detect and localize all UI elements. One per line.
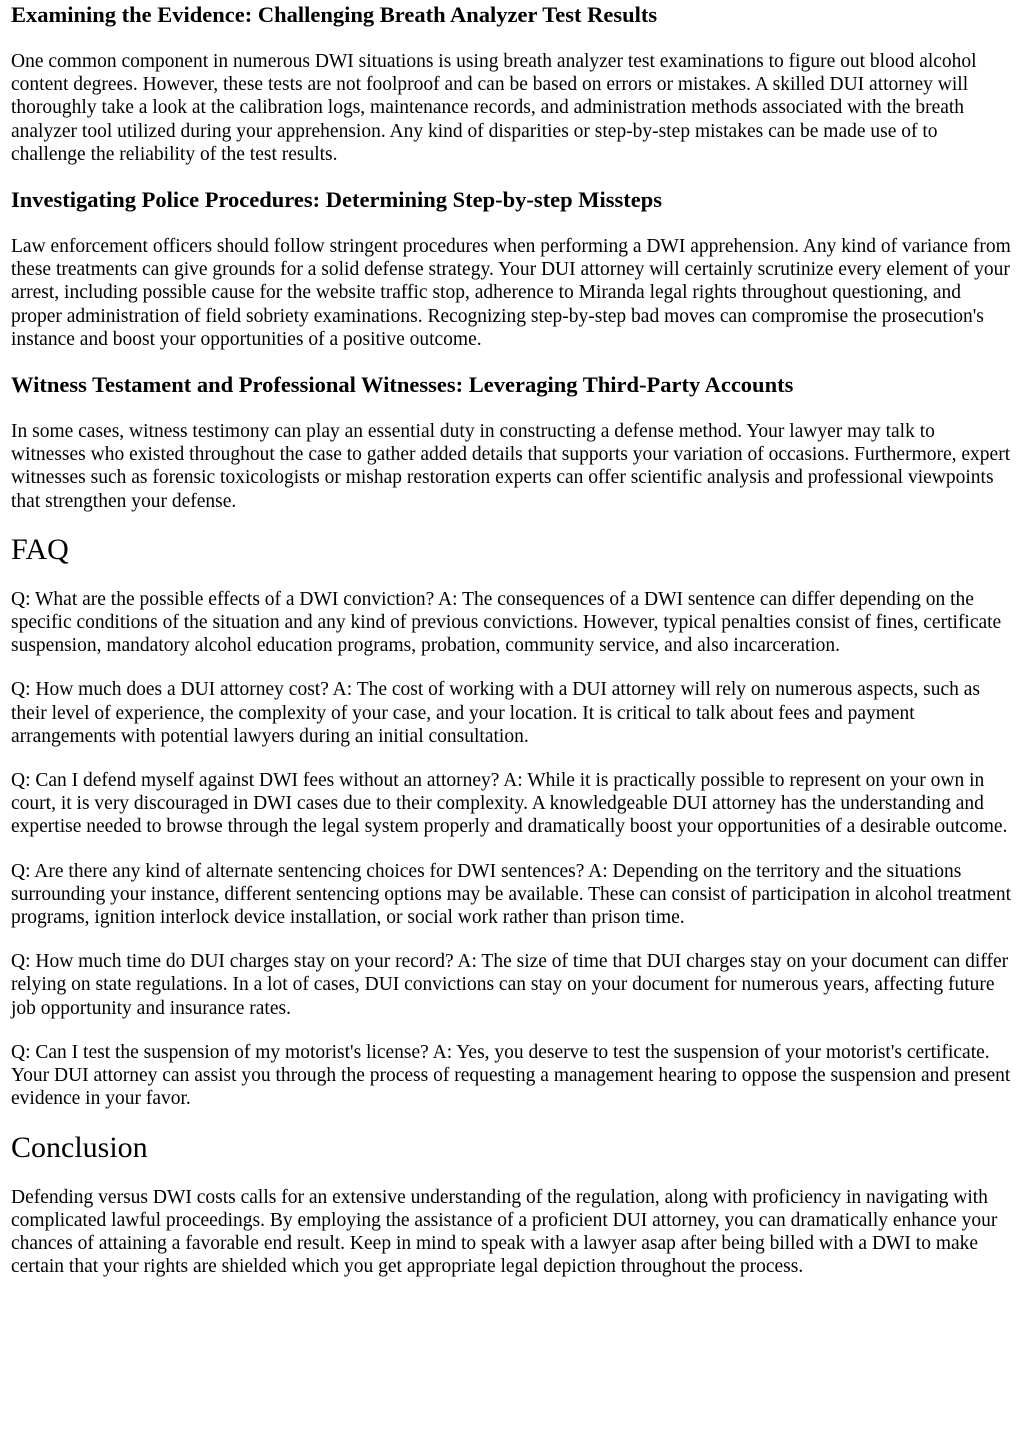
conclusion-heading: Conclusion <box>11 1130 148 1164</box>
faq-item: Q: Are there any kind of alternate sentencing choices for DWI sentences? A: Depending on the territory and the situations surrounding your instance, different sentencing options may be available. These can consist of participation in alcohol treatment programs, ignition interlock device installation, or social work rather than prison time. <box>11 860 1011 929</box>
section-body-breath-analyzer: One common component in numerous DWI situations is using breath analyzer test examinations to figure out blood alcohol content degrees. However, these tests are not foolproof and can be based on errors or mistakes. A skilled DUI attorney will thoroughly take a look at the calibration logs, maintenance records, and administration methods associated with the breath analyzer tool utilized during your apprehension. Any kind of disparities or step-by-step mistakes can be made use of to challenge the reliability of the test results. <box>11 51 977 165</box>
faq-item: Q: How much does a DUI attorney cost? A: The cost of working with a DUI attorney will rely on numerous aspects, such as their level of experience, the complexity of your case, and your location. It is critical to talk about fees and payment arrangements with potential lawyers during an initial consultation. <box>11 679 981 747</box>
section-heading-breath-analyzer: Examining the Evidence: Challenging Breath Analyzer Test Results <box>11 2 658 27</box>
section-heading-police-procedures: Investigating Police Procedures: Determining Step-by-step Missteps <box>11 187 662 213</box>
section-heading-witness-testament: Witness Testament and Professional Witnesses: Leveraging Third-Party Accounts <box>11 372 794 398</box>
faq-item: Q: Can I defend myself against DWI fees without an attorney? A: While it is practically possible to represent on your own in court, it is very discouraged in DWI cases due to their complexity. A knowledgeable DUI attorney has the understanding and expertise needed to browse through the legal system properly and dramatically boost your opportunities of a desirable outcome. <box>11 770 1008 838</box>
conclusion-body: Defending versus DWI costs calls for an extensive understanding of the regulation, along with proficiency in navigating with complicated lawful proceedings. By employing the assistance of a proficient DUI attorney, you can dramatically enhance your chances of attaining a favorable end result. Keep in mind to speak with a lawyer asap after being billed with a DWI to make certain that your rights are shielded which you get appropriate legal depiction throughout the process. <box>11 1186 998 1278</box>
article <box>0 2 1024 1278</box>
faq-item: Q: How much time do DUI charges stay on your record? A: The size of time that DUI charges stay on your document can differ relying on state regulations. In a lot of cases, DUI convictions can stay on your document for numerous years, affecting future job opportunity and insurance rates. <box>11 951 1009 1019</box>
faq-heading: FAQ <box>11 532 69 566</box>
faq-item: Q: What are the possible effects of a DWI conviction? A: The consequences of a DWI sentence can differ depending on the specific conditions of the situation and any kind of previous convictions. However, typical penalties consist of fines, certificate suspension, mandatory alcohol education programs, probation, community service, and also incarceration. <box>11 588 1002 657</box>
section-body-witness-testament: In some cases, witness testimony can play an essential duty in constructing a defense method. Your lawyer may talk to witnesses who existed throughout the case to gather added details that supports your variation of occasions. Furthermore, expert witnesses such as forensic toxicologists or mishap restoration experts can offer scientific analysis and professional viewpoints that strengthen your defense. <box>11 421 1011 512</box>
faq-item: Q: Can I test the suspension of my motorist's license? A: Yes, you deserve to test the suspension of your motorist's certificate. Your DUI attorney can assist you through the process of requesting a management hearing to oppose the suspension and present evidence in your favor. <box>11 1041 1011 1110</box>
section-body-police-procedures: Law enforcement officers should follow stringent procedures when performing a DWI apprehension. Any kind of variance from these treatments can give grounds for a solid defense strategy. Your DUI attorney will certainly scrutinize every element of your arrest, including possible cause for the website traffic stop, adherence to Miranda legal rights throughout questioning, and proper administration of field sobriety examinations. Recognizing step-by-step bad moves can compromise the prosecution's instance and boost your opportunities of a positive outcome. <box>11 236 1011 350</box>
